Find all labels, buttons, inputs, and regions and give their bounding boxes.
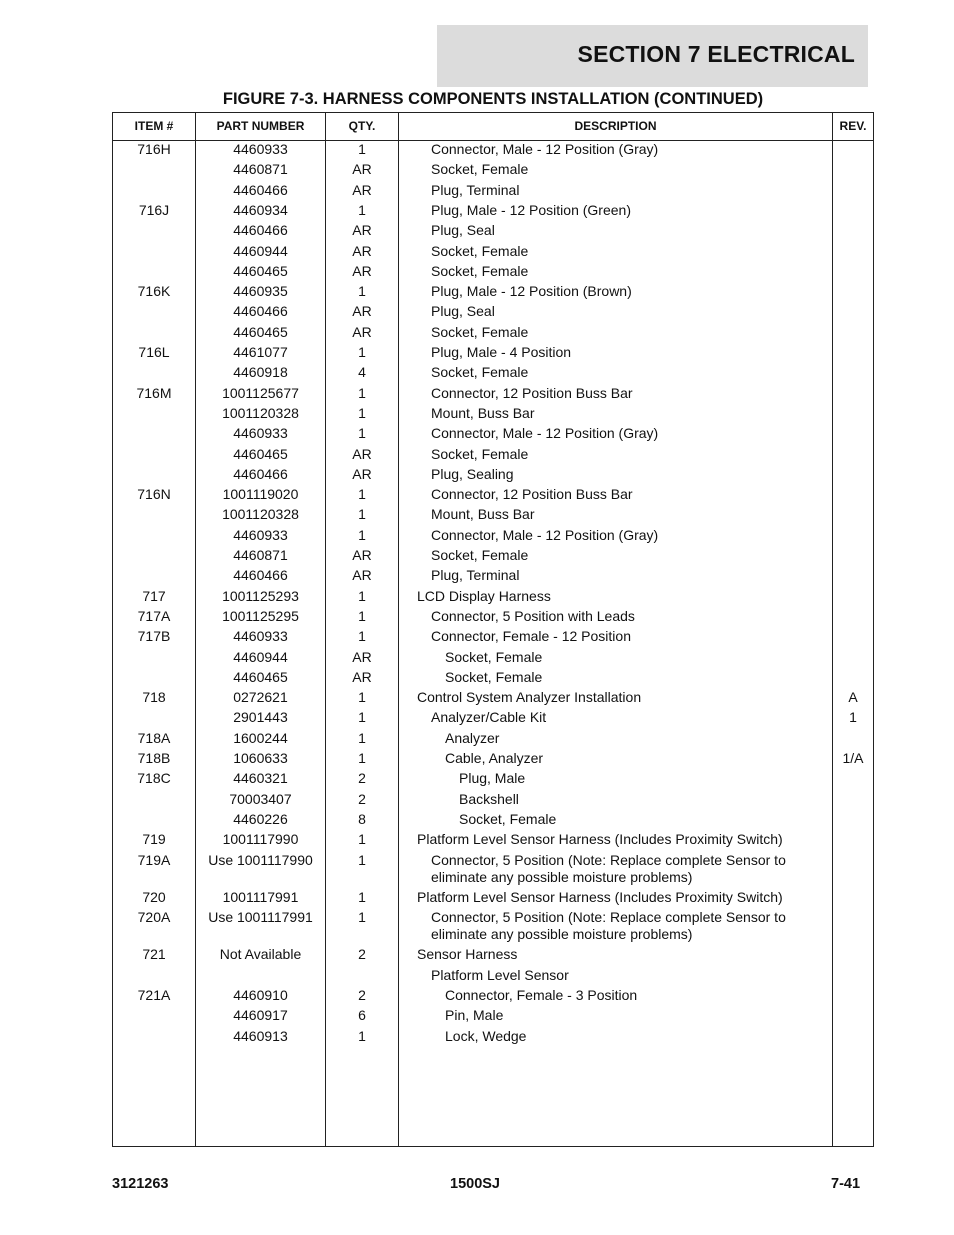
description-cell: Socket, Female: [431, 323, 529, 340]
part-number-cell: 1001125295: [222, 607, 299, 624]
item-cell: 717: [142, 587, 166, 604]
description-cell: Connector, Female - 12 Position: [431, 628, 631, 645]
qty-cell: 1: [358, 283, 366, 300]
part-number-cell: 1001119020: [222, 486, 299, 503]
description-cell: Plug, Sealing: [431, 465, 514, 482]
item-cell: 720A: [137, 909, 171, 926]
description-cell: Plug, Male - 12 Position (Green): [431, 201, 631, 218]
figure-title: FIGURE 7-3. HARNESS COMPONENTS INSTALLATION (CONTINUED): [222, 90, 764, 108]
description-cell: Plug, Male: [459, 770, 526, 787]
qty-cell: AR: [352, 445, 372, 462]
description-cell: Socket, Female: [445, 648, 543, 665]
rev-cell: 1/A: [842, 750, 864, 766]
item-cell: 716L: [138, 344, 170, 360]
part-number-cell: Use 1001117991: [208, 909, 313, 926]
part-number-cell: 0272621: [233, 689, 288, 706]
item-cell: 718A: [137, 729, 171, 746]
table-header: [113, 113, 873, 141]
qty-cell: 2: [358, 770, 366, 787]
qty-cell: 8: [358, 810, 366, 827]
description-cell: Socket, Female: [431, 445, 529, 462]
description-cell: Backshell: [459, 790, 519, 807]
qty-cell: 1: [358, 384, 366, 401]
description-cell: Connector, 5 Position (Note: Replace complete Sensor to eliminate any possible moisture problems): [431, 909, 786, 943]
description-cell: Connector, Female - 3 Position: [445, 987, 638, 1003]
description-cell: LCD Display Harness: [417, 587, 551, 604]
description-cell: Plug, Seal: [431, 303, 495, 320]
qty-cell: 1: [358, 506, 366, 523]
part-number-cell: 4460933: [233, 526, 288, 543]
part-number-cell: 4460465: [233, 668, 288, 685]
description-cell: Control System Analyzer Installation: [417, 689, 642, 706]
description-cell: Socket, Female: [431, 364, 529, 381]
qty-cell: 2: [358, 987, 366, 1003]
description-cell: Plug, Seal: [431, 222, 495, 239]
qty-cell: 4: [358, 364, 366, 381]
qty-cell: 1: [358, 888, 366, 905]
part-number-cell: 1001125677: [222, 384, 299, 401]
column-divider: [832, 113, 833, 1146]
description-cell: Mount, Buss Bar: [431, 404, 535, 421]
qty-cell: 1: [358, 1027, 366, 1044]
part-number-cell: 4460918: [233, 364, 288, 381]
description-cell: Analyzer/Cable Kit: [431, 709, 547, 726]
description-cell: Connector, Male - 12 Position (Gray): [431, 141, 659, 157]
qty-cell: 1: [358, 750, 366, 766]
part-number-cell: 4460465: [233, 262, 288, 279]
qty-cell: 1: [358, 689, 366, 706]
part-number-cell: 4460466: [233, 222, 288, 239]
description-cell: Sensor Harness: [417, 946, 518, 963]
part-number-cell: 1001125293: [222, 587, 299, 604]
qty-cell: 2: [358, 946, 366, 963]
qty-cell: 1: [358, 851, 366, 868]
rev-cell: A: [848, 689, 858, 706]
qty-cell: 1: [358, 404, 366, 421]
qty-cell: AR: [352, 242, 372, 259]
part-number-cell: 4460465: [233, 323, 288, 340]
qty-cell: 1: [358, 909, 366, 926]
qty-cell: 2: [358, 790, 366, 807]
part-number-cell: 4460466: [233, 181, 288, 198]
description-cell: Plug, Terminal: [431, 567, 520, 584]
description-cell: Connector, Male - 12 Position (Gray): [431, 425, 659, 442]
section-banner: [437, 25, 868, 87]
item-cell: 716M: [136, 384, 172, 401]
column-header-qty: QTY.: [348, 119, 376, 133]
qty-cell: 1: [358, 607, 366, 624]
qty-cell: AR: [352, 465, 372, 482]
part-number-cell: 4460934: [233, 201, 288, 218]
item-cell: 721: [142, 946, 166, 963]
part-number-cell: 4461077: [233, 344, 288, 360]
part-number-cell: 4460465: [233, 445, 288, 462]
column-header-part-number: PART NUMBER: [216, 119, 305, 133]
qty-cell: 6: [358, 1007, 366, 1024]
part-number-cell: 1600244: [233, 729, 288, 746]
item-cell: 718B: [137, 750, 171, 766]
item-cell: 716J: [138, 201, 170, 218]
description-cell: Connector, 5 Position with Leads: [431, 607, 635, 624]
part-number-cell: 4460944: [233, 648, 288, 665]
part-number-cell: 2901443: [233, 709, 288, 726]
parts-table: [112, 112, 874, 1147]
column-header-rev: REV.: [839, 119, 867, 133]
part-number-cell: Use 1001117990: [208, 851, 313, 868]
item-cell: 719: [142, 831, 166, 848]
description-cell: Plug, Male - 4 Position: [431, 344, 572, 360]
description-cell: Socket, Female: [459, 810, 557, 827]
item-cell: 716H: [137, 141, 171, 157]
qty-cell: 1: [358, 201, 366, 218]
part-number-cell: 4460321: [233, 770, 288, 787]
rev-cell: 1: [849, 709, 857, 726]
qty-cell: AR: [352, 181, 372, 198]
qty-cell: AR: [352, 303, 372, 320]
description-cell: Mount, Buss Bar: [431, 506, 535, 523]
description-cell: Connector, 12 Position Buss Bar: [431, 384, 633, 401]
part-number-cell: 4460871: [233, 547, 288, 563]
description-cell: Pin, Male: [445, 1007, 504, 1024]
qty-cell: AR: [352, 567, 372, 584]
qty-cell: 1: [358, 729, 366, 746]
item-cell: 717A: [137, 607, 171, 624]
description-cell: Plug, Terminal: [431, 181, 520, 198]
part-number-cell: 1001117991: [222, 888, 299, 905]
qty-cell: 1: [358, 709, 366, 726]
description-cell: Lock, Wedge: [445, 1027, 527, 1044]
column-header-item: ITEM #: [134, 119, 174, 133]
part-number-cell: 4460944: [233, 242, 288, 259]
description-cell: Analyzer: [445, 729, 500, 746]
description-cell: Platform Level Sensor Harness (Includes Proximity Switch): [417, 831, 783, 848]
part-number-cell: 1001117990: [222, 831, 299, 848]
qty-cell: AR: [352, 161, 372, 178]
description-cell: Socket, Female: [445, 668, 543, 685]
item-cell: 718C: [137, 770, 171, 787]
qty-cell: 1: [358, 831, 366, 848]
part-number-cell: 4460466: [233, 303, 288, 320]
part-number-cell: 4460933: [233, 425, 288, 442]
description-cell: Socket, Female: [431, 161, 529, 178]
item-cell: 720: [142, 888, 166, 905]
part-number-cell: 4460226: [233, 810, 288, 827]
description-cell: Platform Level Sensor Harness (Includes Proximity Switch): [417, 888, 783, 905]
footer-page-number: 7-41: [831, 1176, 861, 1192]
qty-cell: AR: [352, 222, 372, 239]
column-divider: [398, 113, 399, 1146]
qty-cell: 1: [358, 628, 366, 645]
part-number-cell: 4460933: [233, 628, 288, 645]
description-cell: Socket, Female: [431, 262, 529, 279]
part-number-cell: 70003407: [229, 790, 292, 807]
section-title: SECTION 7 ELECTRICAL: [577, 41, 855, 67]
part-number-cell: 1001120328: [222, 404, 299, 421]
description-cell: Platform Level Sensor: [431, 966, 569, 983]
item-cell: 716N: [137, 486, 171, 503]
part-number-cell: 4460933: [233, 141, 288, 157]
part-number-cell: Not Available: [219, 946, 302, 963]
part-number-cell: 4460917: [233, 1007, 288, 1024]
footer-model: 1500SJ: [450, 1176, 500, 1192]
item-cell: 717B: [137, 628, 171, 645]
description-cell: Plug, Male - 12 Position (Brown): [431, 283, 632, 300]
item-cell: 721A: [137, 987, 171, 1003]
qty-cell: 1: [358, 344, 366, 360]
qty-cell: AR: [352, 262, 372, 279]
qty-cell: 1: [358, 425, 366, 442]
description-cell: Connector, 5 Position (Note: Replace complete Sensor to eliminate any possible moisture problems): [431, 851, 786, 885]
description-cell: Cable, Analyzer: [445, 750, 544, 766]
item-cell: 718: [142, 689, 166, 706]
qty-cell: AR: [352, 648, 372, 665]
qty-cell: 1: [358, 526, 366, 543]
part-number-cell: 4460466: [233, 567, 288, 584]
footer-doc-number: 3121263: [112, 1176, 169, 1192]
description-cell: Socket, Female: [431, 242, 529, 259]
part-number-cell: 4460466: [233, 465, 288, 482]
part-number-cell: 4460935: [233, 283, 288, 300]
item-cell: 716K: [137, 283, 171, 300]
qty-cell: 1: [358, 486, 366, 503]
qty-cell: AR: [352, 668, 372, 685]
description-cell: Connector, 12 Position Buss Bar: [431, 486, 633, 503]
part-number-cell: 1001120328: [222, 506, 299, 523]
qty-cell: AR: [352, 547, 372, 563]
part-number-cell: 4460910: [233, 987, 288, 1003]
qty-cell: 1: [358, 141, 366, 157]
column-header-description: DESCRIPTION: [574, 119, 657, 133]
description-cell: Connector, Male - 12 Position (Gray): [431, 526, 659, 543]
part-number-cell: 1060633: [233, 750, 288, 766]
description-cell: Socket, Female: [431, 547, 529, 563]
part-number-cell: 4460871: [233, 161, 288, 178]
part-number-cell: 4460913: [233, 1027, 288, 1044]
qty-cell: 1: [358, 587, 366, 604]
qty-cell: AR: [352, 323, 372, 340]
item-cell: 719A: [137, 851, 171, 868]
